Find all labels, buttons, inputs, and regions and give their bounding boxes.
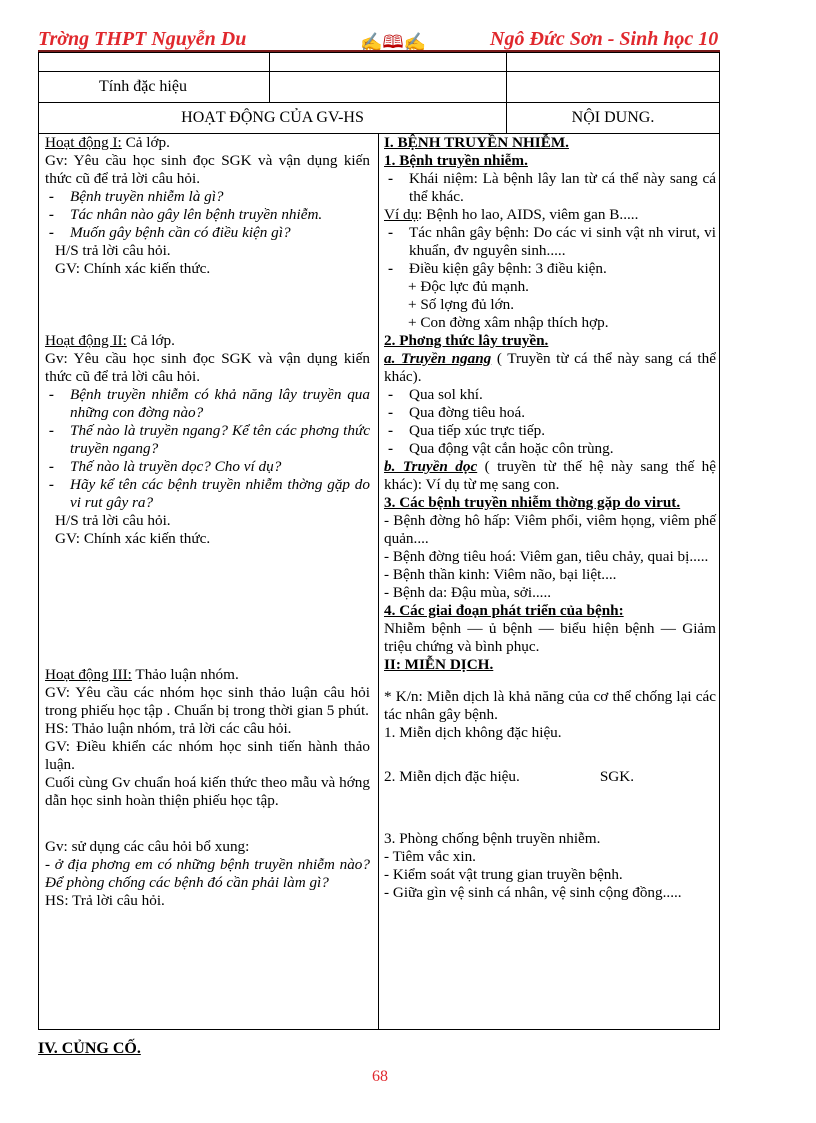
pathogen: - Tác nhân gây bệnh: Do các vi sinh vật nh virut, vi khuẩn, đv nguyên sinh..... [384,224,716,260]
section-1-4-heading: 4. Các giai đoạn phát triển của bệnh: [384,602,624,619]
horizontal-transmission: a. Truyền ngang ( Truyền từ cá thể này sang cá thể khác). [384,350,716,385]
page-number: 68 [372,1068,388,1085]
hs-last: HS: Trả lời câu hỏi. [45,892,165,909]
immunity-definition: * K/n: Miễn dịch là khả năng của cơ thể chống lại các tác nhân gây bệnh. [384,688,716,723]
hd1-question: - Muốn gây bệnh cần có điều kiện gì? [45,224,370,242]
hd3-line: HS: Thảo luận nhóm, trả lời các câu hỏi. [45,720,292,737]
vertical-transmission: b. Truyền dọc ( truyền từ thế hệ này sang thế hệ khác): Ví dụ từ mẹ sang con. [384,458,716,493]
disease-item: - Bệnh thần kinh: Viêm não, bại liệt.... [384,566,617,583]
transmission-item: - Qua sol khí. [384,386,716,404]
transmission-item: - Qua động vật cắn hoặc côn trùng. [384,440,716,458]
definition: - Khái niệm: Là bệnh lây lan từ cá thể này sang cá thể khác. [384,170,716,206]
hd2-hs: H/S trả lời câu hỏi. [55,512,171,529]
hd2-question: - Thế nào là truyền ngang? Kể tên các phơng thức truyền ngang? [45,422,370,458]
section-4-heading: IV. CỦNG CỐ. [38,1040,141,1057]
hd3-line: GV: Yêu cầu các nhóm học sinh thảo luận câu hỏi trong phiếu học tập . Chuẩn bị trong thời gian 5 phút. [45,684,370,719]
hd2-heading: Hoạt động II: Cả lớp. [45,332,175,349]
header-ornament: ✍🕮✍ [360,32,427,52]
condition-item: + Số lợng đủ lớn. [408,296,515,313]
hd1-question: - Tác nhân nào gây lên bệnh truyền nhiễm. [45,206,370,224]
gv-extra-question: - ở địa phơng em có những bệnh truyền nhiễm nào? Để phòng chống các bệnh đó cần phải làm gì? [45,856,370,891]
header-school: Trờng THPT Nguyễn Du [38,28,247,50]
right-column [384,134,716,902]
section-2-heading: II: MIỄN DỊCH. [384,656,494,673]
disease-item: - Bệnh da: Đậu mùa, sởi..... [384,584,552,601]
section-1-heading: I. BỆNH TRUYỀN NHIỄM. [384,134,569,151]
prevention-item: - Giữa gìn vệ sinh cá nhân, vệ sinh cộng đồng..... [384,884,682,901]
disease-item: - Bệnh đờng hô hấp: Viêm phổi, viêm họng, viêm phế quản.... [384,512,716,547]
hd1-gv: Gv: Yêu cầu học sinh đọc SGK và vận dụng kiến thức cũ để trả lời câu hỏi. [45,152,370,187]
immunity-specific: 2. Miễn dịch đặc hiệu. SGK. [384,768,634,785]
hd3-line: Cuối cùng Gv chuẩn hoá kiến thức theo mẫu và hớng dẫn học sinh hoàn thiện phiếu học tập. [45,774,370,809]
conditions: - Điều kiện gây bệnh: 3 điều kiện. [384,260,716,278]
content-table [38,134,720,1030]
prevention-item: - Kiểm soát vật trung gian truyền bệnh. [384,866,623,883]
section-1-2-heading: 2. Phơng thức lây truyền. [384,332,549,349]
immunity-nonspecific: 1. Miễn dịch không đặc hiệu. [384,724,562,741]
hd2-gv2: GV: Chính xác kiến thức. [55,530,211,547]
hd1-heading: Hoạt động I: Cả lớp. [45,134,170,151]
hd1-gv2: GV: Chính xác kiến thức. [55,260,211,277]
condition-item: + Con đờng xâm nhập thích hợp. [408,314,609,331]
disease-item: - Bệnh đờng tiêu hoá: Viêm gan, tiêu chảy, quai bị..... [384,548,709,565]
header-author: Ngô Đức Sơn - Sinh học 10 [490,28,719,50]
column-divider [378,134,379,1029]
hd1-question: - Bệnh truyền nhiễm là gì? [45,188,370,206]
hd2-question: - Hãy kể tên các bệnh truyền nhiễm thờng gặp do vi rut gây ra? [45,476,370,512]
transmission-item: - Qua tiếp xúc trực tiếp. [384,422,716,440]
gv-extra: Gv: sử dụng các câu hỏi bổ xung: [45,838,250,855]
col-header-left: HOẠT ĐỘNG CỦA GV-HS [39,103,507,134]
hd2-question: - Thế nào là truyền dọc? Cho ví dụ? [45,458,370,476]
example: Ví dụ: Bệnh ho lao, AIDS, viêm gan B..... [384,206,639,223]
hd1-hs: H/S trả lời câu hỏi. [55,242,171,259]
left-column [45,134,370,910]
hd2-question: - Bệnh truyền nhiễm có khả năng lây truyền qua những con đờng nào? [45,386,370,422]
transmission-item: - Qua đờng tiêu hoá. [384,404,716,422]
hd3-heading: Hoạt động III: Thảo luận nhóm. [45,666,239,683]
prevention-heading: 3. Phòng chống bệnh truyền nhiễm. [384,830,601,847]
hd3-line: GV: Điều khiển các nhóm học sinh tiến hành thảo luận. [45,738,370,773]
section-1-1-heading: 1. Bệnh truyền nhiễm. [384,152,528,169]
disease-stages: Nhiễm bệnh — ủ bệnh — biểu hiện bệnh — Giảm triệu chứng và bình phục. [384,620,716,655]
hd2-gv: Gv: Yêu cầu học sinh đọc SGK và vận dụng kiến thức cũ để trả lời câu hỏi. [45,350,370,385]
col-header-right: NỘI DUNG. [507,103,720,134]
row-label: Tính đặc hiệu [39,72,270,103]
condition-item: + Độc lực đủ mạnh. [408,278,529,295]
section-1-3-heading: 3. Các bệnh truyền nhiễm thờng gặp do virut. [384,494,681,511]
top-table [38,52,720,134]
prevention-item: - Tiêm vắc xin. [384,848,476,865]
